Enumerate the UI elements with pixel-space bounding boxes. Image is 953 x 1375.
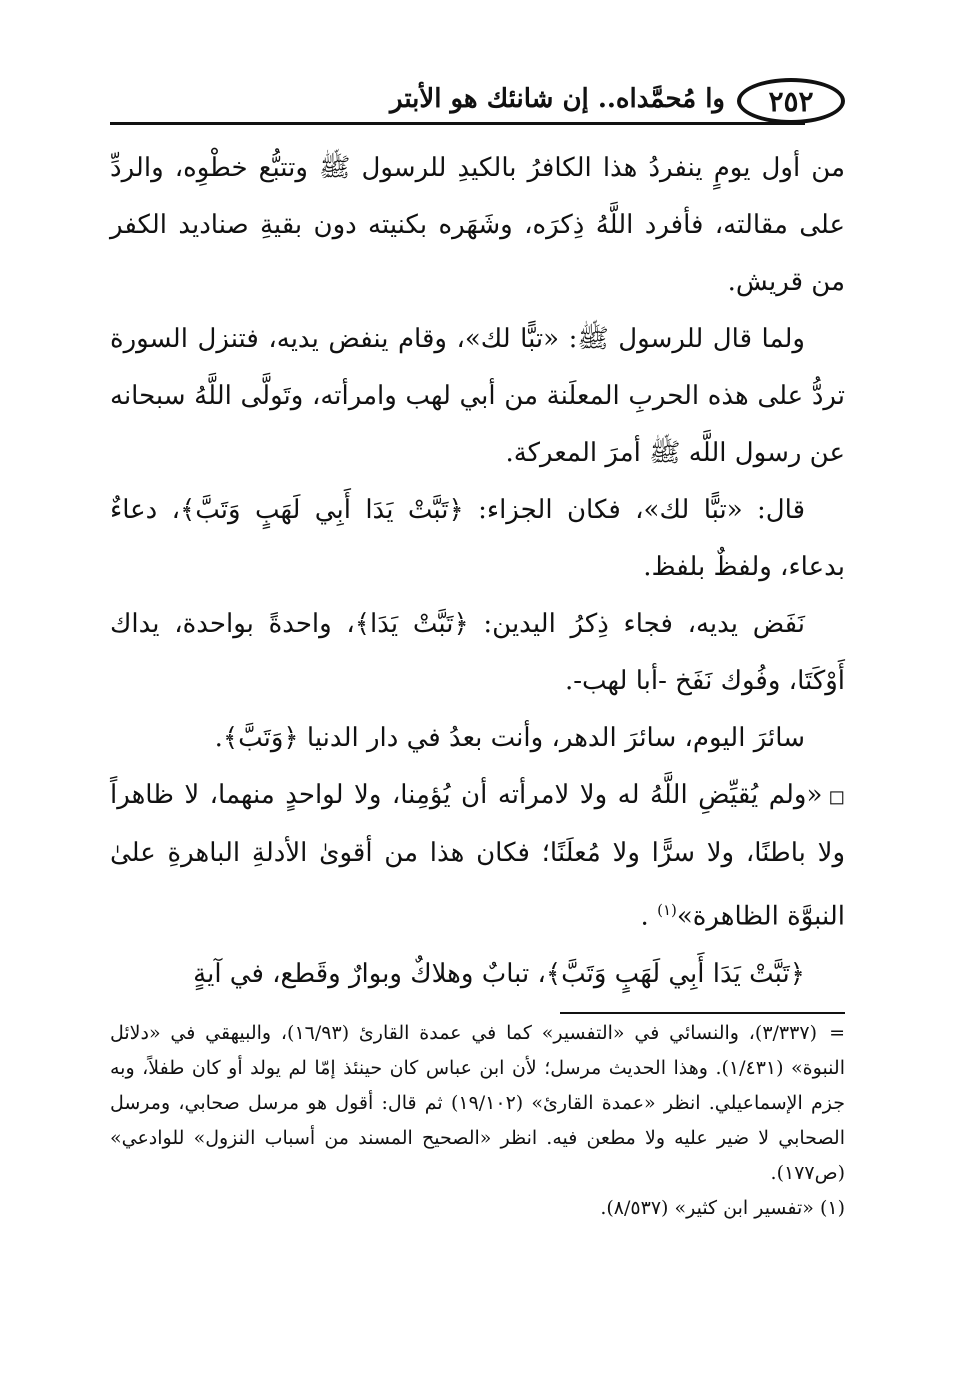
paragraph-5: سائرَ اليوم، سائرَ الدهر، وأنت بعدُ في دار الدنيا ﴿وَتَبَّ﴾. (214, 723, 805, 753)
continuation-mark: = (829, 1022, 845, 1044)
paragraph-1: من أول يومٍ ينفردُ هذا الكافرُ بالكيدِ للرسول ﷺ وتتبُّع خطْوِه، والردِّ على مقالته، فأفرد اللَّهُ ذِكرَه، وشَهَره بكنيته دون بقيةِ صناديد الكفر من قريش. (110, 153, 845, 297)
paragraph-6-end: . (640, 901, 658, 932)
footnote-1: (١) «تفسير ابن كثير» (٨/٥٣٧). (600, 1197, 845, 1219)
paragraph-2: ولما قال للرسول ﷺ: «تبًّا لك»، وقام ينفض يديه، فتنزل السورة تردُّ على هذه الحربِ المعلَنة من أبي لهب وامرأته، وتَولَّى اللَّهُ سبحانه عن رسول اللَّه ﷺ أمرَ المعركة. (110, 324, 845, 468)
paragraph-6 (110, 767, 845, 946)
footnote-continuation (110, 1016, 845, 1191)
page-header (110, 70, 845, 130)
paragraph-3: قال: «تبًّا لك»، فكان الجزاء: ﴿تَبَّتْ يَدَا أَبِي لَهَبٍ وَتَبَّ﴾، دعاءٌ بدعاء، ولفظٌ بلفظ. (110, 495, 845, 582)
footnote-continuation-text: (٣/٣٣٧)، والنسائي في «التفسير» كما في عمدة القارئ (١٦/٩٣)، والبيهقي في «دلائل النبوة» (١/٤٣١). وهذا الحديث مرسل؛ لأن ابن عباس كان حينئذ إمّا لم يولد أو كان طفلاً، وبه جزم الإسماعيلي. انظر «عمدة القارئ» (١٩/١٠٢) ثم قال: أقول هو مرسل صحابي، ومرسل الصحابي لا ضير عليه ولا مطعن فيه. انظر «الصحيح المسند من أسباب النزول» للوادعي» (ص١٧٧). (110, 1022, 846, 1184)
paragraph-7: ﴿تَبَّتْ يَدَا أَبِي لَهَبٍ وَتَبَّ﴾، تبابٌ وهلاكٌ وبوارٌ وقَطع، في آيةٍ (193, 958, 805, 989)
footnote-ref-1[interactable]: (١) (657, 901, 677, 919)
footnotes (110, 1016, 845, 1226)
paragraph-4: نَفَض يديه، فجاء ذِكرُ اليدين: ﴿تَبَّتْ يَدَا﴾، واحدةً بواحدة، يداك أَوْكَتَا، وفُوك نَفَخ -أبا لهب-. (110, 609, 845, 696)
footnote-rule (560, 1012, 845, 1014)
body-text (110, 140, 845, 1003)
header-rule (110, 122, 805, 125)
quote-square-icon: ◻ (828, 784, 845, 808)
running-title: وا مُحمَّداه.. إن شانئك هو الأبتر (389, 84, 725, 114)
page-number: ٢٥٢ (737, 78, 845, 124)
paragraph-6-text: «ولم يُقيِّضِ اللَّهُ له ولا لامرأته أن يُؤمِنا، ولا لواحدٍ منهما، لا ظاهراً ولا باطنًا، ولا سرًّا ولا مُعلَنًا؛ فكان هذا من أقوىٰ الأدلةِ الباهرةِ علىٰ النبوَّة الظاهرة» (110, 780, 845, 932)
